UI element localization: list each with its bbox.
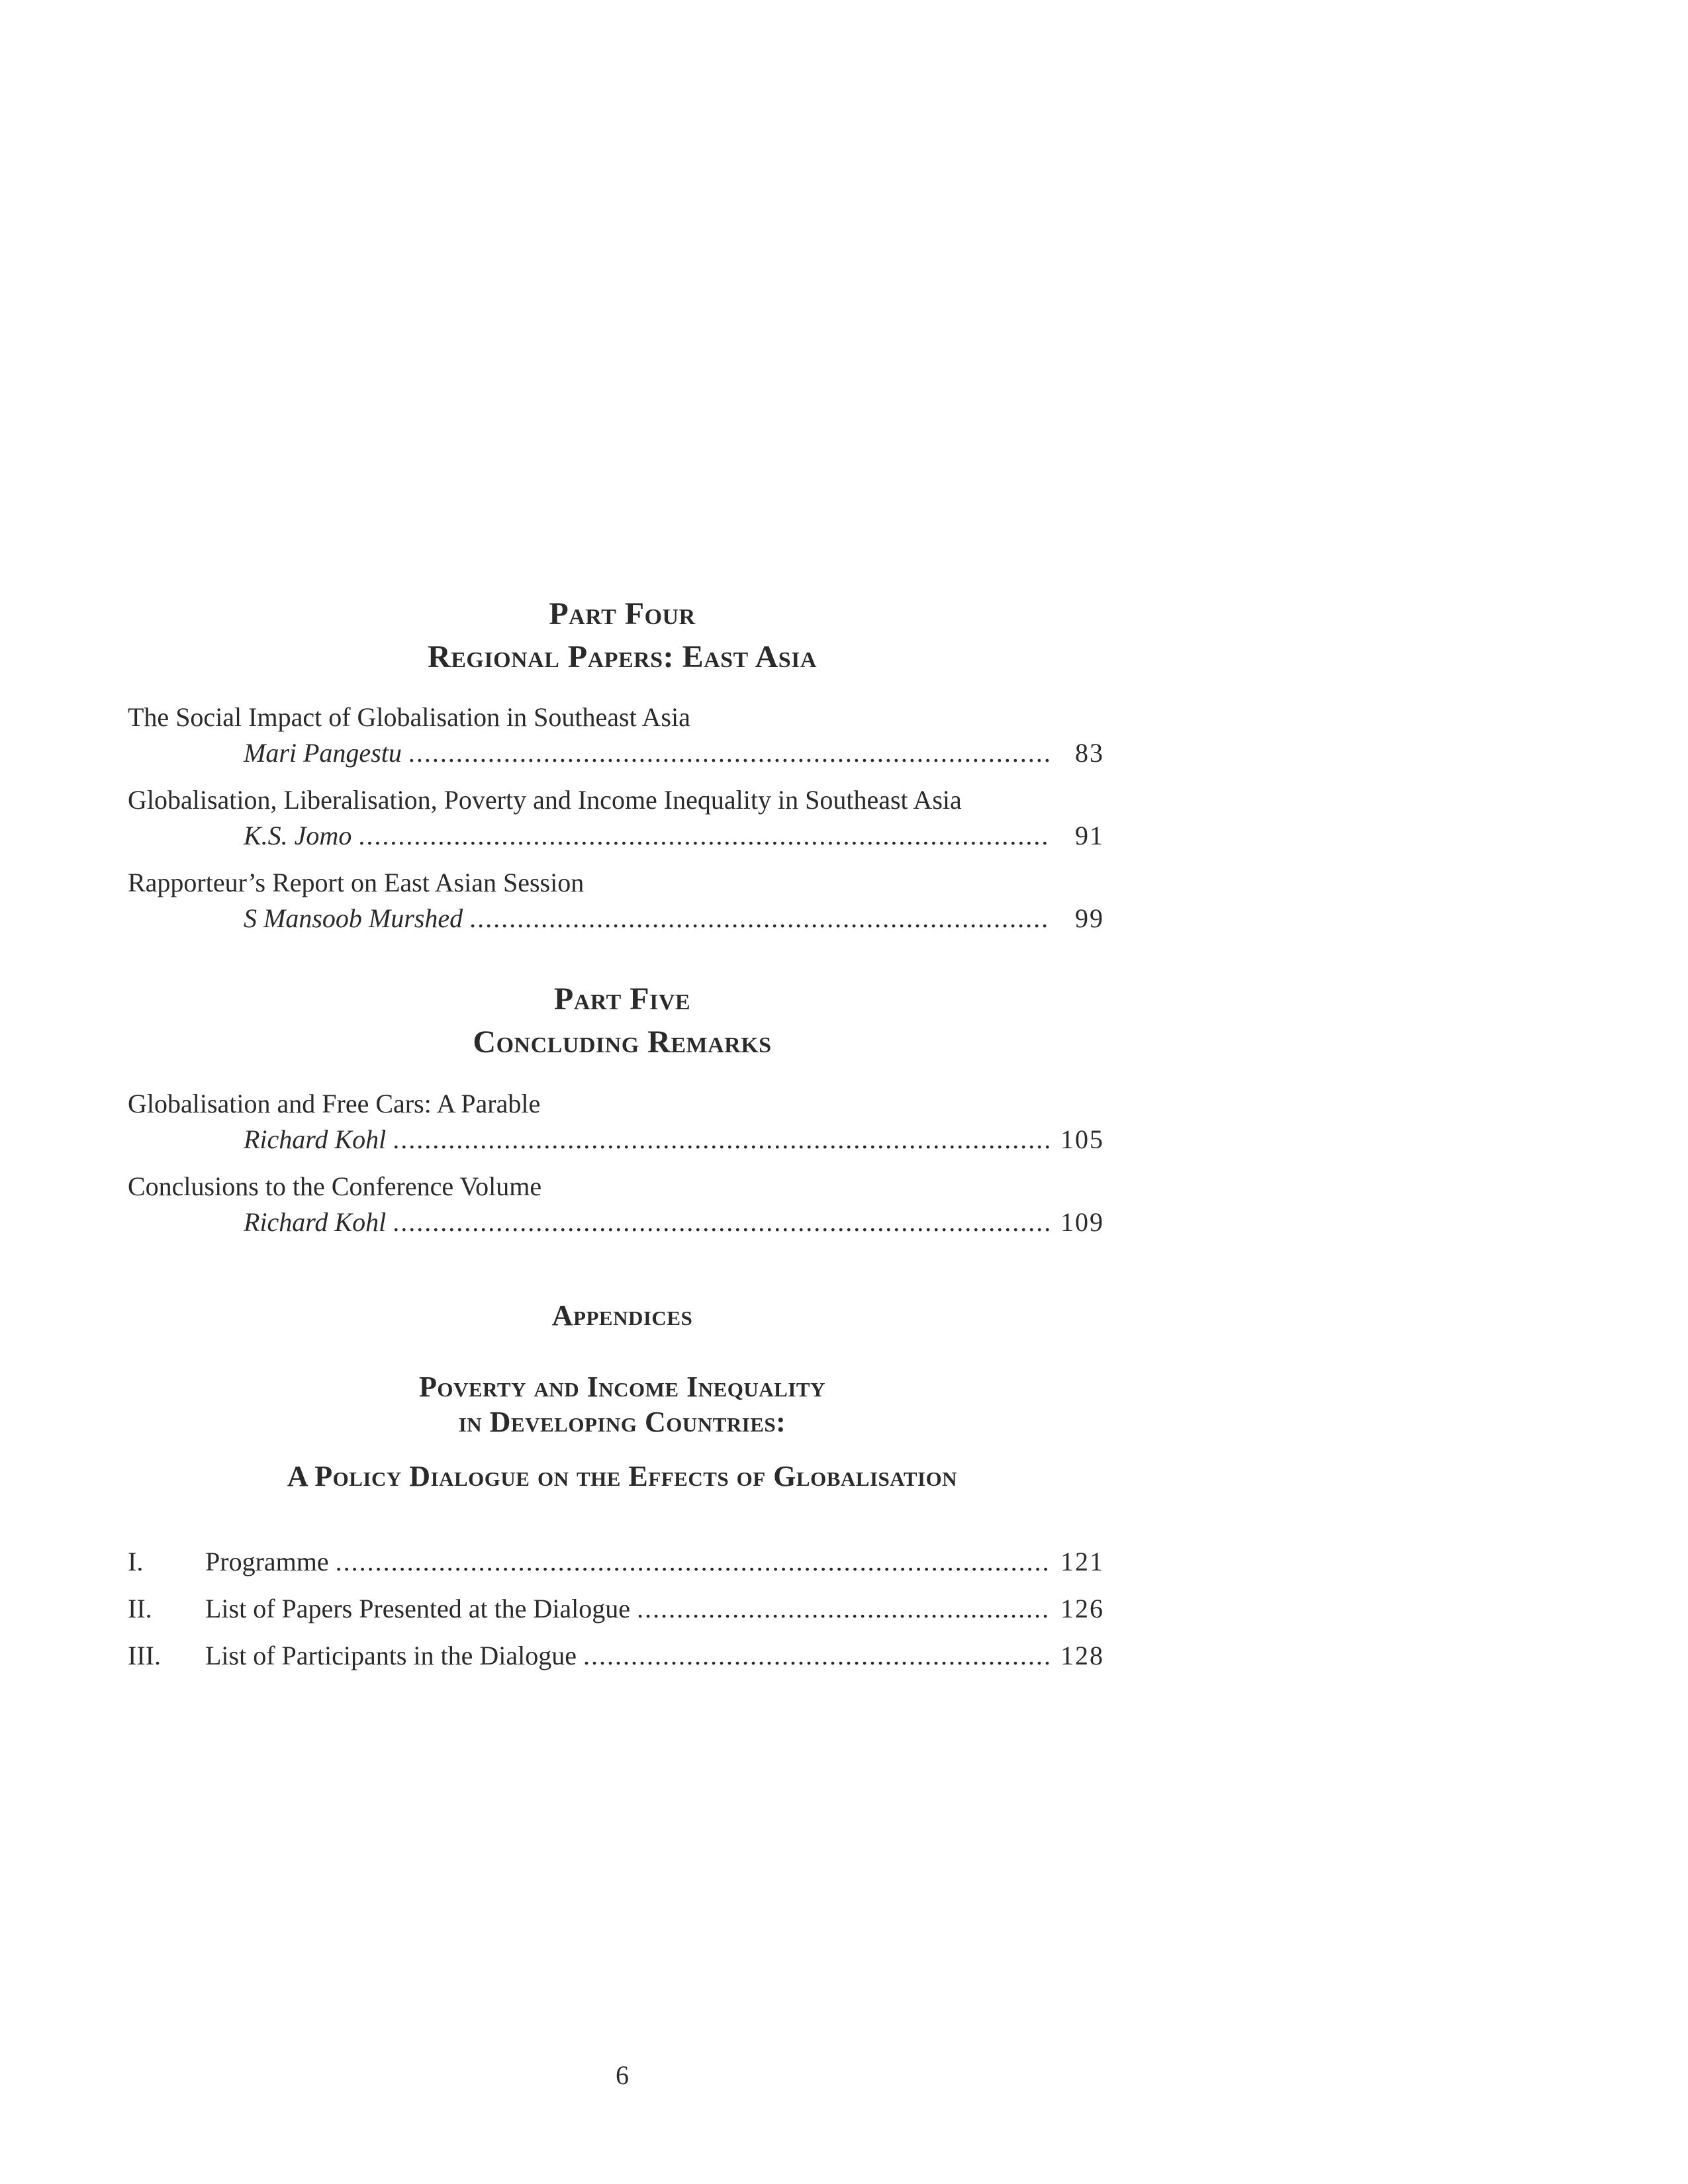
- page-number: 6: [616, 2060, 629, 2090]
- toc-entry-title[interactable]: The Social Impact of Globalisation in Southeast Asia: [128, 702, 690, 732]
- dot-leader: [393, 1124, 1050, 1155]
- toc-entry-title[interactable]: Conclusions to the Conference Volume: [128, 1171, 542, 1201]
- appendix-page: 121: [1060, 1547, 1104, 1576]
- appendix-item[interactable]: [128, 1546, 1104, 1577]
- toc-entry-author-line[interactable]: [244, 1206, 1104, 1238]
- appendix-numeral: II.: [128, 1594, 152, 1623]
- toc-entry-page: 105: [1060, 1124, 1104, 1154]
- toc-entry-author: Richard Kohl: [244, 1207, 387, 1237]
- appendix-numeral: I.: [128, 1547, 144, 1576]
- appendices-title-line1: Poverty and Income Inequality: [419, 1371, 825, 1403]
- toc-entry-author-line[interactable]: [244, 737, 1104, 768]
- toc-entry-author: Mari Pangestu: [244, 738, 402, 768]
- toc-entry-page: 99: [1075, 903, 1104, 933]
- toc-entry-author: K.S. Jomo: [244, 821, 352, 850]
- appendix-page: 126: [1060, 1594, 1104, 1623]
- dot-leader: [393, 1206, 1050, 1238]
- toc-entry-page: 91: [1075, 821, 1104, 850]
- toc-entry-page: 109: [1060, 1207, 1104, 1237]
- dot-leader: [637, 1593, 1050, 1624]
- toc-entry-title[interactable]: Globalisation and Free Cars: A Parable: [128, 1089, 541, 1118]
- appendices-title-line3: A Policy Dialogue on the Effects of Globalisation: [287, 1460, 958, 1492]
- appendix-page: 128: [1060, 1641, 1104, 1670]
- appendices-title-line2: in Developing Countries:: [458, 1406, 786, 1438]
- toc-entry-author-line[interactable]: [244, 1124, 1104, 1155]
- toc-entry-author: S Mansoob Murshed: [244, 903, 463, 933]
- appendix-label: List of Participants in the Dialogue: [205, 1641, 577, 1670]
- part-four-heading: Part Four: [549, 596, 696, 631]
- appendix-item[interactable]: [128, 1640, 1104, 1671]
- toc-entry-title[interactable]: Rapporteur’s Report on East Asian Session: [128, 868, 585, 897]
- part-five-subheading: Concluding Remarks: [473, 1024, 772, 1060]
- toc-entry-author: Richard Kohl: [244, 1124, 387, 1154]
- toc-entry-author-line[interactable]: [244, 820, 1104, 851]
- toc-entry-page: 83: [1075, 738, 1104, 768]
- toc-entry-title[interactable]: Globalisation, Liberalisation, Poverty and Income Inequality in Southeast Asia: [128, 785, 962, 815]
- dot-leader: [408, 737, 1050, 768]
- appendices-heading: Appendices: [551, 1299, 693, 1332]
- dot-leader: [336, 1546, 1050, 1577]
- appendix-numeral: III.: [128, 1641, 161, 1670]
- part-five-heading: Part Five: [553, 981, 691, 1017]
- appendix-label: List of Papers Presented at the Dialogue: [205, 1594, 631, 1623]
- toc-entry-author-line[interactable]: [244, 903, 1104, 934]
- appendix-label: Programme: [205, 1547, 329, 1576]
- dot-leader: [583, 1640, 1050, 1671]
- part-four-subheading: Regional Papers: East Asia: [428, 639, 817, 674]
- appendix-item[interactable]: [128, 1593, 1104, 1624]
- dot-leader: [469, 903, 1050, 934]
- dot-leader: [358, 820, 1050, 851]
